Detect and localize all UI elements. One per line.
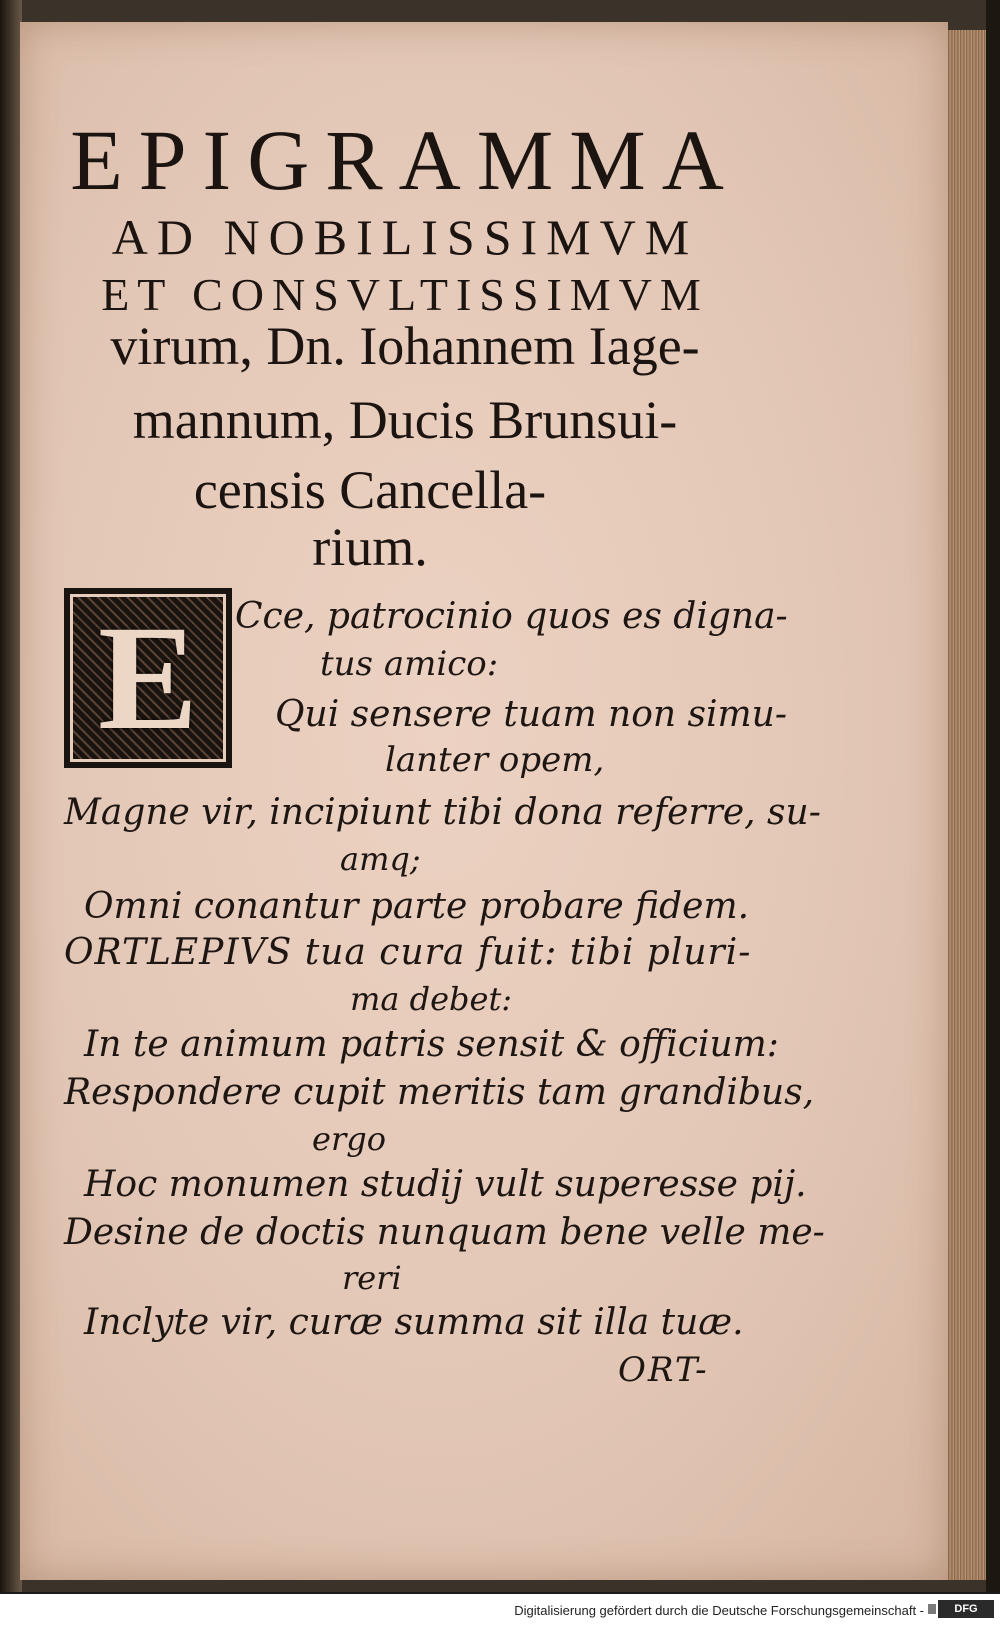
verse-line: ORTLEPIVS tua cura fuit: tibi pluri- [64, 932, 752, 973]
book-spine [0, 0, 22, 1592]
heading-line-4: virum, Dn. Iohannem Iage- [110, 316, 700, 376]
verse-line: Qui sensere tuam non simu- [275, 694, 788, 735]
heading-line-5: mannum, Ducis Brunsui- [132, 390, 678, 450]
verse-line: Desine de doctis nunquam bene velle me- [64, 1212, 825, 1253]
funding-notice: Digitalisierung gefördert durch die Deutsche Forschungsgemeinschaft - [514, 1603, 924, 1618]
heading-line-2: AD NOBILISSIMVM [111, 209, 699, 265]
decorated-initial [64, 588, 232, 768]
catchword: ORT- [618, 1350, 709, 1390]
verse-line: Respondere cupit meritis tam grandibus, [64, 1072, 815, 1113]
verse-line: reri [342, 1259, 402, 1297]
verse-line: amq; [340, 840, 421, 878]
verse-line: ergo [312, 1120, 386, 1158]
verse-line: Hoc monumen studij vult superesse pij. [84, 1164, 807, 1205]
verse-line: lanter opem, [385, 740, 605, 780]
verse-line: ma debet: [350, 980, 513, 1018]
verse-line: Cce, patrocinio quos es digna- [235, 596, 788, 637]
verse-line: In te animum patris sensit & officium: [84, 1024, 779, 1065]
title-epigramma: EPIGRAMMA [70, 112, 740, 208]
page-edges [948, 30, 988, 1580]
verse-line: tus amico: [320, 644, 499, 684]
heading-line-7: rium. [312, 517, 428, 577]
scan-shadow [986, 0, 1000, 1592]
heading-line-6: censis Cancella- [193, 460, 547, 520]
verse-line: Magne vir, incipiunt tibi dona referre, su- [64, 792, 821, 833]
heading-line-3: ET CONSVLTISSIMVM [101, 269, 709, 320]
footer-bar [0, 1592, 1000, 1625]
verse-line: Inclyte vir, curæ summa sit illa tuæ. [84, 1302, 744, 1343]
verse-line: Omni conantur parte probare fidem. [84, 886, 750, 927]
book-page [20, 22, 948, 1580]
dfg-logo: DFG [938, 1600, 994, 1618]
initial-letter: E [97, 595, 199, 761]
